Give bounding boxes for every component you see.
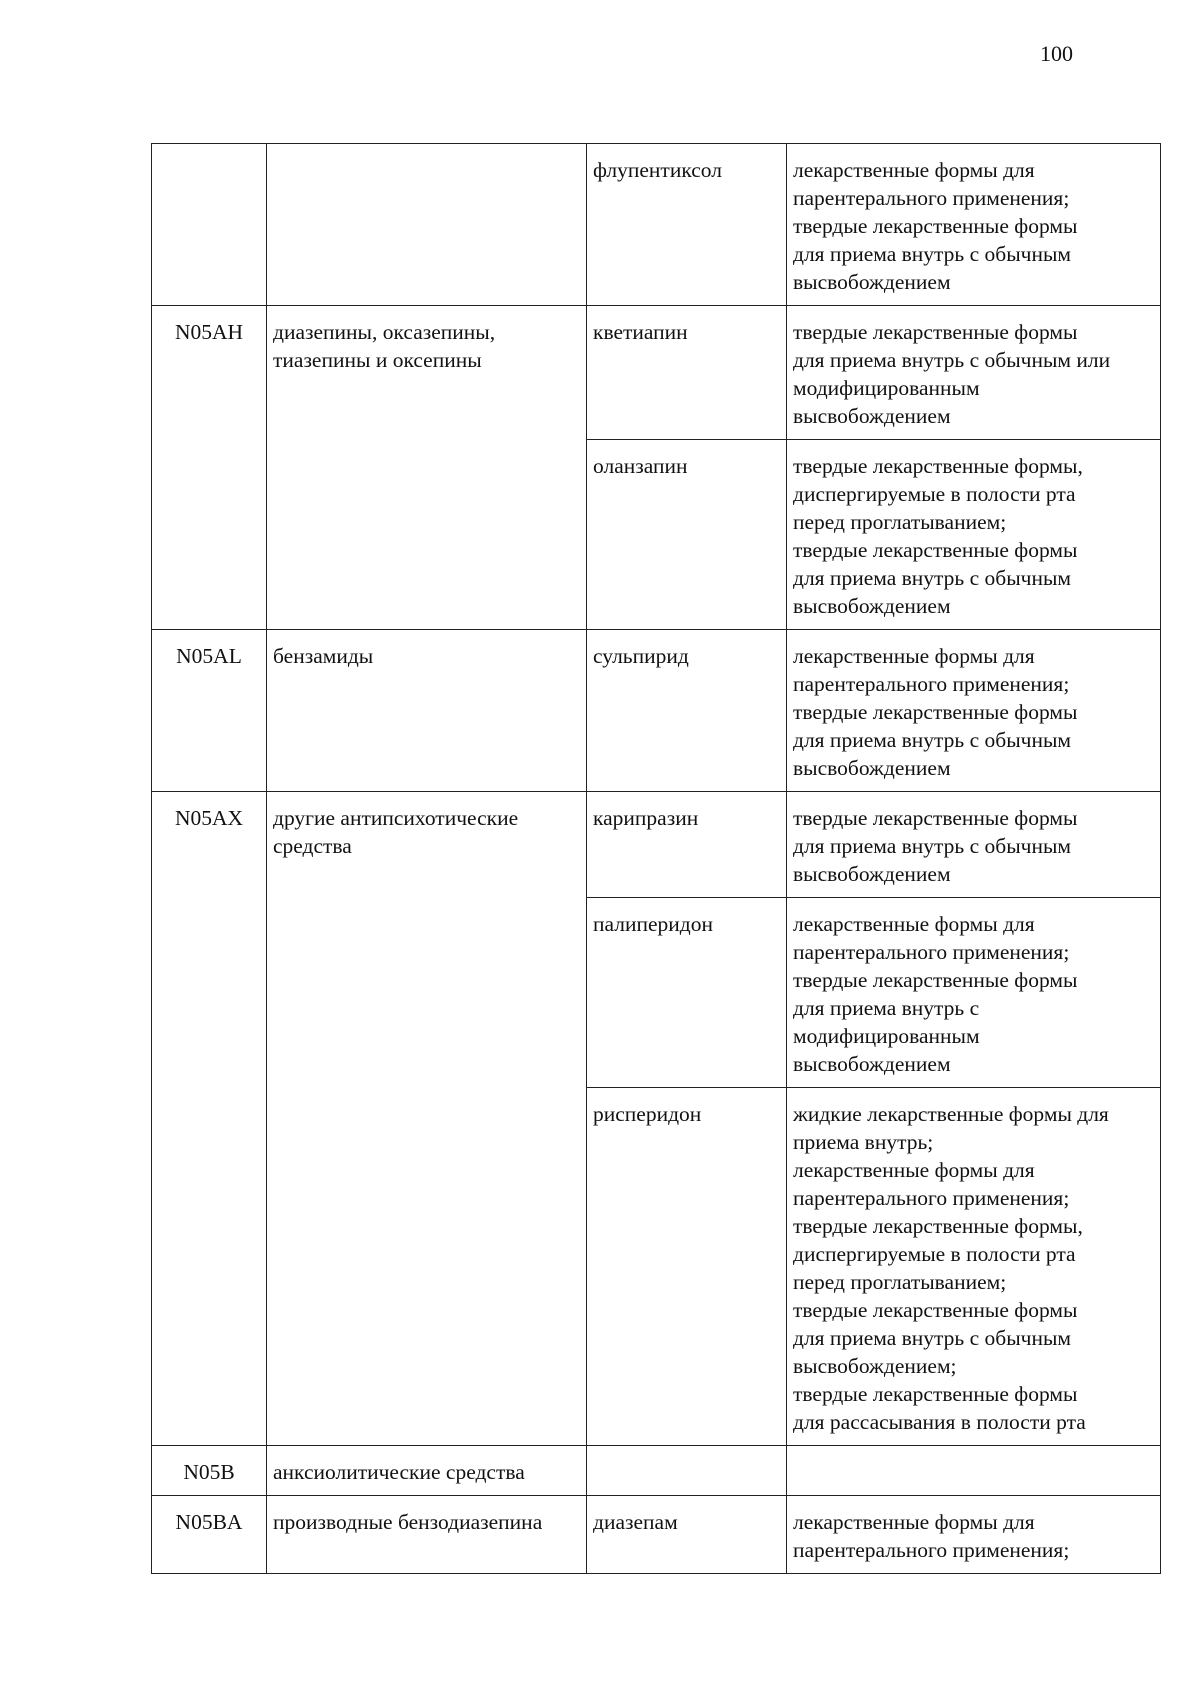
dosage-form-line: твердые лекарственные формы, xyxy=(793,1214,1083,1238)
dosage-form-line: для приема внутрь с обычным xyxy=(793,566,1072,590)
table-row xyxy=(152,144,1161,306)
group-name-line: средства xyxy=(273,834,352,858)
dosage-form-line: для рассасывания в полости рта xyxy=(793,1410,1086,1434)
dosage-form-line: высвобождением xyxy=(793,270,951,294)
drug-cell xyxy=(587,306,787,440)
dosage-form-line: твердые лекарственные формы xyxy=(793,806,1078,830)
dosage-form-line: жидкие лекарственные формы для xyxy=(793,1102,1109,1126)
drug-cell xyxy=(587,1446,787,1496)
group-cell xyxy=(267,144,587,306)
dosage-form-line: приема внутрь; xyxy=(793,1130,934,1154)
dosage-forms-cell xyxy=(787,792,1161,898)
dosage-form-line: лекарственные формы для xyxy=(793,912,1035,936)
dosage-form-line: высвобождением xyxy=(793,756,951,780)
group-name-line: производные бензодиазепина xyxy=(273,1510,543,1534)
atc-code: N05B xyxy=(183,1460,235,1484)
dosage-form-line: для приема внутрь с обычным xyxy=(793,242,1072,266)
dosage-forms-cell xyxy=(787,1496,1161,1574)
atc-code-cell xyxy=(152,144,267,306)
dosage-form-line: для приема внутрь с обычным xyxy=(793,834,1072,858)
atc-code: N05BA xyxy=(175,1510,243,1534)
dosage-form-line: парентерального применения; xyxy=(793,186,1070,210)
dosage-form-line: лекарственные формы для xyxy=(793,158,1035,182)
atc-code-cell xyxy=(152,306,267,630)
dosage-forms-cell xyxy=(787,306,1161,440)
dosage-form-line: для приема внутрь с обычным xyxy=(793,1326,1072,1350)
atc-code-cell xyxy=(152,1446,267,1496)
dosage-form-line: лекарственные формы для xyxy=(793,644,1035,668)
dosage-form-line: высвобождением xyxy=(793,862,951,886)
dosage-form-line: твердые лекарственные формы xyxy=(793,538,1078,562)
group-name-line: бензамиды xyxy=(273,644,374,668)
group-name-line: анксиолитические средства xyxy=(273,1460,525,1484)
drug-cell xyxy=(587,440,787,630)
page-number: 100 xyxy=(1040,41,1073,66)
group-cell xyxy=(267,792,587,1446)
dosage-form-line: парентерального применения; xyxy=(793,940,1070,964)
dosage-form-line: высвобождением; xyxy=(793,1354,957,1378)
table-row xyxy=(152,306,1161,440)
atc-code-cell xyxy=(152,792,267,1446)
dosage-form-line: твердые лекарственные формы, xyxy=(793,454,1083,478)
dosage-form-line: парентерального применения; xyxy=(793,672,1070,696)
dosage-form-line: модифицированным xyxy=(793,1024,980,1048)
dosage-form-line: лекарственные формы для xyxy=(793,1158,1035,1182)
dosage-forms-cell xyxy=(787,1446,1161,1496)
dosage-form-line: парентерального применения; xyxy=(793,1186,1070,1210)
dosage-form-line: для приема внутрь с xyxy=(793,996,980,1020)
group-name-line: диазепины, оксазепины, xyxy=(273,320,496,344)
dosage-form-line: лекарственные формы для xyxy=(793,1510,1035,1534)
drug-name: кветиапин xyxy=(593,320,688,344)
dosage-form-line: для приема внутрь с обычным xyxy=(793,728,1072,752)
table-row xyxy=(152,1446,1161,1496)
dosage-form-line: диспергируемые в полости рта xyxy=(793,482,1076,506)
dosage-form-line: перед проглатыванием; xyxy=(793,510,1007,534)
table-row xyxy=(152,792,1161,898)
drug-cell xyxy=(587,898,787,1088)
dosage-form-line: для приема внутрь с обычным или xyxy=(793,348,1111,372)
dosage-form-line: высвобождением xyxy=(793,1052,951,1076)
group-cell xyxy=(267,1496,587,1574)
atc-code-cell xyxy=(152,630,267,792)
drug-cell xyxy=(587,1496,787,1574)
dosage-form-line: перед проглатыванием; xyxy=(793,1270,1007,1294)
drug-name: диазепам xyxy=(593,1510,678,1534)
dosage-form-line: твердые лекарственные формы xyxy=(793,1298,1078,1322)
drug-cell xyxy=(587,1088,787,1446)
atc-code: N05AH xyxy=(174,320,244,344)
dosage-form-line: высвобождением xyxy=(793,594,951,618)
atc-code-cell xyxy=(152,1496,267,1574)
drug-cell xyxy=(587,630,787,792)
group-cell xyxy=(267,630,587,792)
drug-cell xyxy=(587,792,787,898)
table-row xyxy=(152,1496,1161,1574)
drug-name: флупентиксол xyxy=(593,158,722,182)
group-cell xyxy=(267,1446,587,1496)
drug-cell xyxy=(587,144,787,306)
dosage-form-line: твердые лекарственные формы xyxy=(793,968,1078,992)
dosage-form-line: твердые лекарственные формы xyxy=(793,1382,1078,1406)
dosage-form-line: твердые лекарственные формы xyxy=(793,700,1078,724)
dosage-forms-cell xyxy=(787,898,1161,1088)
dosage-form-line: модифицированным xyxy=(793,376,980,400)
dosage-form-line: твердые лекарственные формы xyxy=(793,214,1078,238)
drug-name: рисперидон xyxy=(593,1102,702,1126)
dosage-forms-cell xyxy=(787,630,1161,792)
atc-code: N05AL xyxy=(176,644,242,668)
atc-code: N05AX xyxy=(174,806,244,830)
drug-name: сульпирид xyxy=(593,644,689,668)
drug-name: карипразин xyxy=(593,806,699,830)
drug-list-table xyxy=(151,143,1161,1574)
dosage-forms-cell xyxy=(787,1088,1161,1446)
group-name-line: тиазепины и оксепины xyxy=(273,348,482,372)
table-row xyxy=(152,630,1161,792)
dosage-form-line: парентерального применения; xyxy=(793,1538,1070,1562)
drug-name: оланзапин xyxy=(593,454,688,478)
dosage-forms-cell xyxy=(787,144,1161,306)
dosage-form-line: высвобождением xyxy=(793,404,951,428)
group-name-line: другие антипсихотические xyxy=(273,806,519,830)
dosage-form-line: диспергируемые в полости рта xyxy=(793,1242,1076,1266)
drug-name: палиперидон xyxy=(593,912,713,936)
group-cell xyxy=(267,306,587,630)
dosage-form-line: твердые лекарственные формы xyxy=(793,320,1078,344)
dosage-forms-cell xyxy=(787,440,1161,630)
